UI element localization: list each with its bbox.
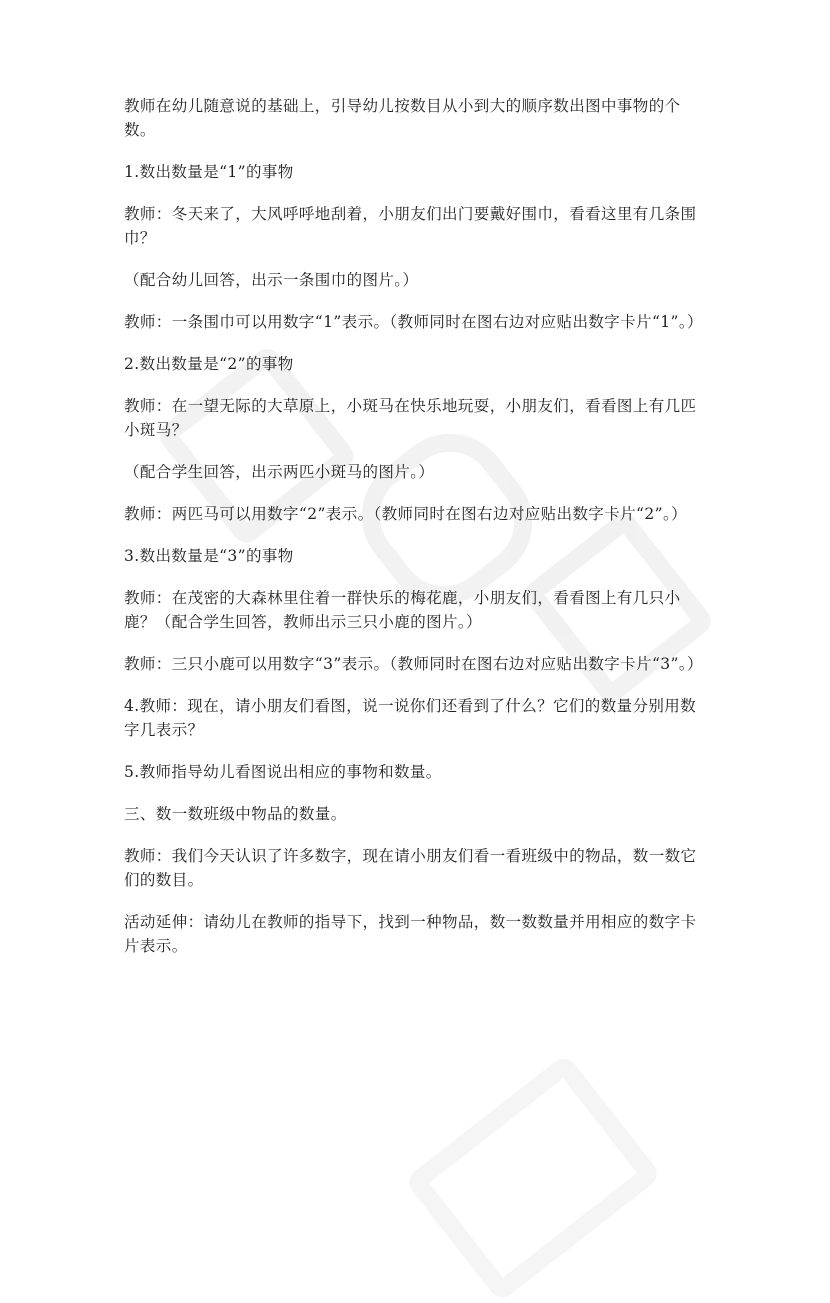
paragraph: 教师：三只小鹿可以用数字“3”表示。（教师同时在图右边对应贴出数字卡片“3”。） xyxy=(124,655,703,673)
paragraph: 4.教师：现在，请小朋友们看图，说一说你们还看到了什么？它们的数量分别用数字几表示？ xyxy=(124,697,697,739)
section-heading: 2.数出数量是“2”的事物 xyxy=(124,355,294,373)
section-heading: 三、数一数班级中物品的数量。 xyxy=(124,805,347,823)
paragraph: 教师：一条围巾可以用数字“1”表示。（教师同时在图右边对应贴出数字卡片“1”。） xyxy=(124,313,703,331)
paragraph: （配合学生回答，出示两匹小斑马的图片。） xyxy=(124,463,435,481)
section-heading: 3.数出数量是“3”的事物 xyxy=(124,547,294,565)
paragraph: （配合幼儿回答，出示一条围巾的图片。） xyxy=(124,271,419,289)
paragraph: 教师：在茂密的大森林里住着一群快乐的梅花鹿，小朋友们，看看图上有几只小鹿？（配合学生回答，教师出示三只小鹿的图片。） xyxy=(124,589,681,631)
document-body xyxy=(124,94,710,976)
watermark-logo-bottom xyxy=(404,1053,662,1303)
section-heading: 1.数出数量是“1”的事物 xyxy=(124,163,294,181)
paragraph: 教师：冬天来了，大风呼呼地刮着，小朋友们出门要戴好围巾，看看这里有几条围巾？ xyxy=(124,205,697,247)
paragraph: 活动延伸：请幼儿在教师的指导下，找到一种物品，数一数数量并用相应的数字卡片表示。 xyxy=(124,913,697,955)
paragraph: 教师：我们今天认识了许多数字，现在请小朋友们看一看班级中的物品，数一数它们的数目。 xyxy=(124,847,697,889)
paragraph: 教师：在一望无际的大草原上，小斑马在快乐地玩耍，小朋友们，看看图上有几匹小斑马？ xyxy=(124,397,697,439)
paragraph: 教师：两匹马可以用数字“2”表示。（教师同时在图右边对应贴出数字卡片“2”。） xyxy=(124,505,688,523)
paragraph: 5.教师指导幼儿看图说出相应的事物和数量。 xyxy=(124,763,442,781)
paragraph: 教师在幼儿随意说的基础上，引导幼儿按数目从小到大的顺序数出图中事物的个数。 xyxy=(124,97,681,139)
